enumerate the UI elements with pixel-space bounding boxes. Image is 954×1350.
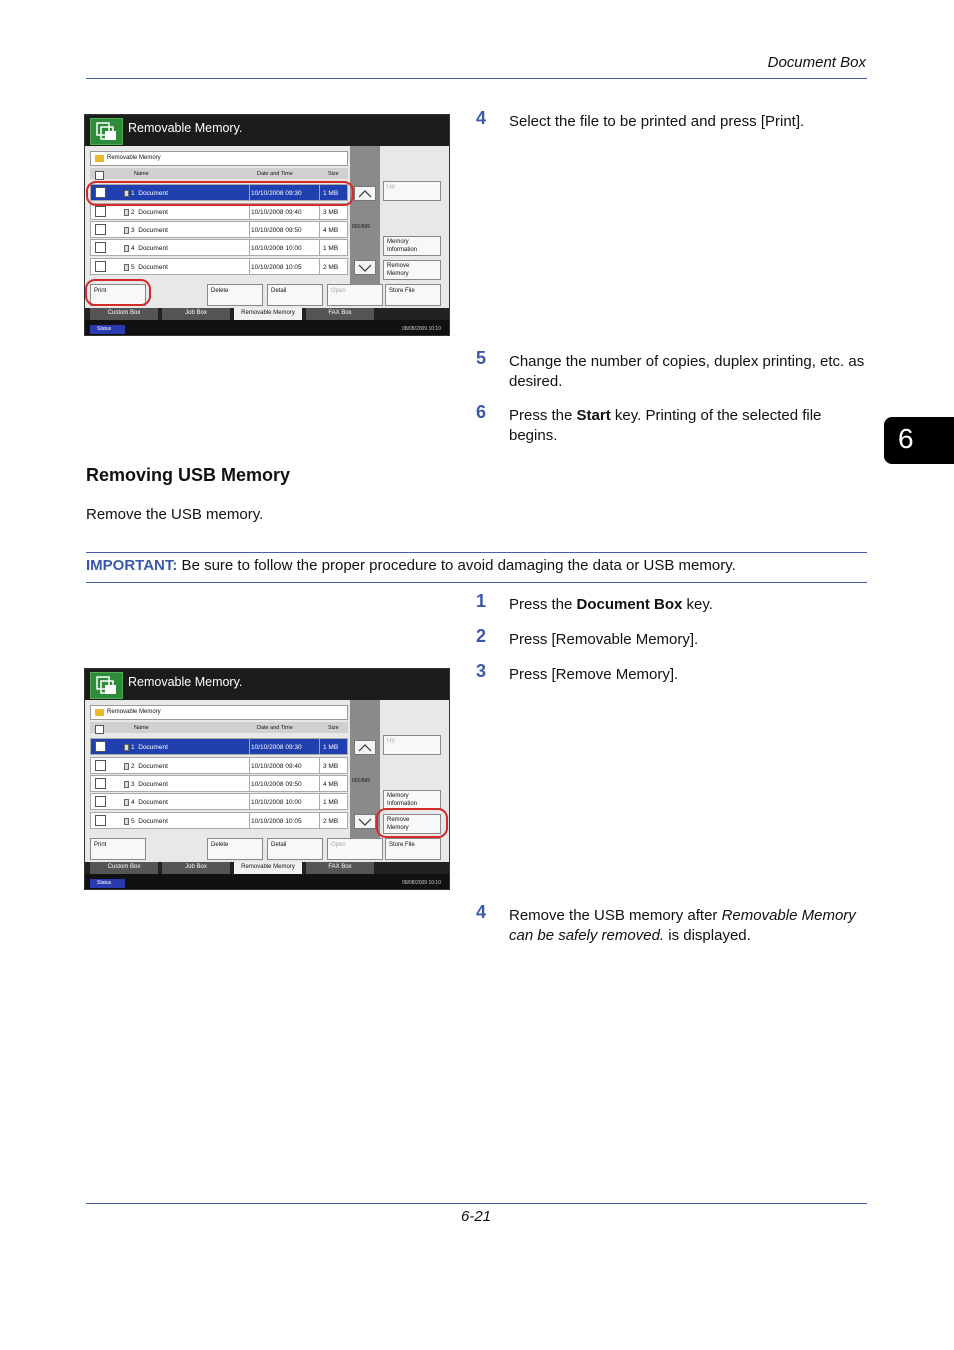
tabs-bar: [85, 308, 449, 320]
row-date: 10/10/2008 09:30: [251, 744, 302, 751]
page-counter: 001/999: [352, 778, 371, 784]
step-2-removable: [476, 626, 868, 650]
document-icon: [124, 227, 129, 234]
step-number: 1: [476, 591, 487, 611]
row-name: 2 Document: [131, 209, 168, 216]
chevron-down-icon: [355, 815, 375, 828]
scroll-down-button[interactable]: [354, 814, 376, 829]
chevron-up-icon: [355, 187, 375, 200]
row-name: 4 Document: [131, 799, 168, 806]
scroll-up-button[interactable]: [354, 186, 376, 201]
folder-icon: [95, 709, 104, 716]
document-icon: [124, 781, 129, 788]
row-size: 3 MB: [323, 209, 339, 216]
path-label: Removable Memory: [107, 155, 161, 161]
row-size: 1 MB: [323, 799, 339, 806]
print-button[interactable]: Print: [90, 838, 146, 860]
col-date[interactable]: Date and Time: [257, 171, 293, 177]
row-divider: [319, 758, 320, 773]
remove-label: Remove: [387, 263, 410, 269]
row-divider: [319, 794, 320, 809]
step-4-remove-usb: [476, 902, 868, 945]
important-note: [86, 557, 867, 574]
row-divider: [249, 813, 250, 828]
memory-info-label-2: Information: [387, 247, 418, 253]
important-text: Be sure to follow the proper procedure to avoid damaging the data or USB memory.: [177, 557, 736, 574]
row-size: 4 MB: [323, 227, 339, 234]
open-button[interactable]: Open: [327, 284, 383, 306]
header-rule: [86, 78, 867, 79]
document-box-icon: [90, 118, 123, 145]
row-checkbox[interactable]: [95, 815, 106, 826]
row-checkbox[interactable]: [95, 224, 106, 235]
important-rule-bottom: [86, 582, 867, 583]
tab-fax-box[interactable]: FAX Box: [306, 308, 374, 320]
row-divider: [319, 259, 320, 274]
datetime: 08/08/2009 10:10: [402, 326, 441, 332]
important-label: IMPORTANT:: [86, 557, 178, 574]
row-checkbox[interactable]: [95, 741, 106, 752]
row-divider: [249, 794, 250, 809]
step-4-print: [476, 108, 868, 132]
row-name: 4 Document: [131, 245, 168, 252]
row-divider: [249, 222, 250, 237]
col-size[interactable]: Size: [328, 725, 339, 731]
tab-removable-memory[interactable]: Removable Memory: [234, 862, 302, 874]
row-divider: [319, 739, 320, 754]
row-divider: [319, 813, 320, 828]
datetime: 08/08/2009 10:10: [402, 880, 441, 886]
row-divider: [319, 204, 320, 219]
status-bar: [85, 320, 449, 336]
select-all-checkbox[interactable]: [95, 725, 104, 734]
row-name: 5 Document: [131, 264, 168, 271]
remove-label: Remove: [387, 817, 410, 823]
document-icon: [124, 818, 129, 825]
row-checkbox[interactable]: [95, 242, 106, 253]
highlight-row: [86, 181, 354, 206]
tab-fax-box[interactable]: FAX Box: [306, 862, 374, 874]
row-size: 1 MB: [323, 245, 339, 252]
screen-title: Removable Memory.: [128, 121, 243, 135]
step-number: 5: [476, 348, 487, 368]
row-checkbox[interactable]: [95, 261, 106, 272]
print-button[interactable]: Print: [90, 284, 146, 306]
row-date: 10/10/2008 10:00: [251, 245, 302, 252]
row-name: 3 Document: [131, 227, 168, 234]
col-size[interactable]: Size: [328, 171, 339, 177]
list-header: [90, 168, 348, 179]
delete-button[interactable]: Delete: [207, 838, 263, 860]
row-date: 10/10/2008 09:40: [251, 763, 302, 770]
table-row[interactable]: [90, 239, 348, 256]
status-button[interactable]: Status: [90, 879, 125, 888]
step-number: 6: [476, 402, 487, 422]
tab-job-box[interactable]: Job Box: [162, 862, 230, 874]
header-title: Document Box: [767, 54, 866, 71]
step-text: Press [Removable Memory].: [509, 631, 699, 648]
detail-button[interactable]: Detail: [267, 838, 323, 860]
step-text: Press the Start key. Printing of the selected file begins.: [509, 407, 822, 444]
table-row[interactable]: [90, 812, 348, 829]
up-label: Up: [387, 184, 395, 190]
footer-rule: [86, 1203, 867, 1204]
highlight-print: [85, 279, 151, 306]
up-label: Up: [387, 738, 395, 744]
row-size: 3 MB: [323, 763, 339, 770]
remove-label-2: Memory: [387, 271, 409, 277]
row-divider: [249, 739, 250, 754]
row-date: 10/10/2008 10:00: [251, 799, 302, 806]
document-icon: [124, 209, 129, 216]
open-button[interactable]: Open: [327, 838, 383, 860]
step-5-copies: [476, 348, 868, 391]
tab-custom-box[interactable]: Custom Box: [90, 862, 158, 874]
step-text: Remove the USB memory after Removable Memory can be safely removed. is displayed.: [509, 907, 856, 944]
row-divider: [249, 204, 250, 219]
screen-title-bar: [85, 115, 449, 146]
document-icon: [124, 264, 129, 271]
row-date: 10/10/2008 09:50: [251, 781, 302, 788]
remove-memory-button[interactable]: [383, 260, 441, 280]
tab-job-box[interactable]: Job Box: [162, 308, 230, 320]
table-row[interactable]: [90, 793, 348, 810]
row-name: 1 Document: [131, 744, 168, 751]
screen-remove: [84, 668, 450, 890]
memory-information-button[interactable]: [383, 236, 441, 256]
row-date: 10/10/2008 10:05: [251, 264, 302, 271]
delete-button[interactable]: Delete: [207, 284, 263, 306]
row-divider: [249, 240, 250, 255]
step-text: Press [Remove Memory].: [509, 666, 679, 683]
screen-title-bar: [85, 669, 449, 700]
row-checkbox[interactable]: [95, 206, 106, 217]
col-name[interactable]: Name: [134, 171, 149, 177]
folder-icon: [95, 155, 104, 162]
important-rule-top: [86, 552, 867, 553]
step-6-start: [476, 402, 868, 445]
highlight-remove-memory: [376, 808, 448, 838]
row-date: 10/10/2008 09:30: [251, 190, 302, 197]
path-bar: [90, 705, 348, 720]
step-number: 3: [476, 661, 487, 681]
status-bar: [85, 874, 449, 890]
row-name: 2 Document: [131, 763, 168, 770]
row-divider: [319, 776, 320, 791]
row-checkbox[interactable]: [95, 796, 106, 807]
page-counter: 001/999: [352, 224, 371, 230]
row-size: 4 MB: [323, 781, 339, 788]
up-button[interactable]: [383, 181, 441, 201]
table-row[interactable]: [90, 258, 348, 275]
row-checkbox[interactable]: [95, 760, 106, 771]
tab-removable-memory[interactable]: Removable Memory: [234, 308, 302, 320]
status-button[interactable]: Status: [90, 325, 125, 334]
row-date: 10/10/2008 10:05: [251, 818, 302, 825]
tab-custom-box[interactable]: Custom Box: [90, 308, 158, 320]
row-divider: [249, 259, 250, 274]
row-size: 2 MB: [323, 264, 339, 271]
step-1-document-box: [476, 591, 868, 615]
scroll-up-button[interactable]: [354, 740, 376, 755]
row-name: 3 Document: [131, 781, 168, 788]
path-label: Removable Memory: [107, 709, 161, 715]
document-icon: [124, 763, 129, 770]
select-all-checkbox[interactable]: [95, 171, 104, 180]
row-checkbox[interactable]: [95, 778, 106, 789]
step-text: Select the file to be printed and press [Print].: [509, 113, 805, 130]
memory-information-button[interactable]: [383, 790, 441, 810]
step-number: 4: [476, 902, 487, 922]
list-header: [90, 722, 348, 733]
table-row[interactable]: [90, 775, 348, 792]
document-icon: [124, 245, 129, 252]
step-number: 2: [476, 626, 487, 646]
row-size: 2 MB: [323, 818, 339, 825]
row-size: 1 MB: [323, 190, 339, 197]
memory-info-label-2: Information: [387, 801, 418, 807]
document-icon: [124, 799, 129, 806]
memory-info-label: Memory: [387, 793, 409, 799]
memory-info-label: Memory: [387, 239, 409, 245]
row-date: 10/10/2008 09:40: [251, 209, 302, 216]
document-box-icon: [90, 672, 123, 699]
row-date: 10/10/2008 09:50: [251, 227, 302, 234]
chapter-tab: 6: [884, 417, 954, 464]
tabs-bar: [85, 862, 449, 874]
table-row[interactable]: [90, 738, 348, 755]
row-divider: [319, 240, 320, 255]
chevron-down-icon: [355, 261, 375, 274]
remove-label-2: Memory: [387, 825, 409, 831]
section-title: Removing USB Memory: [86, 465, 291, 485]
section-intro: Remove the USB memory.: [86, 506, 264, 523]
col-date[interactable]: Date and Time: [257, 725, 293, 731]
store-file-button[interactable]: Store File: [385, 838, 441, 860]
chevron-up-icon: [355, 741, 375, 754]
page-number: 6-21: [461, 1208, 492, 1225]
table-row[interactable]: [90, 757, 348, 774]
step-number: 4: [476, 108, 487, 128]
scroll-down-button[interactable]: [354, 260, 376, 275]
row-divider: [249, 776, 250, 791]
step-text: Change the number of copies, duplex printing, etc. as desired.: [509, 353, 865, 390]
step-text: Press the Document Box key.: [509, 596, 713, 613]
up-button[interactable]: [383, 735, 441, 755]
path-bar: [90, 151, 348, 166]
detail-button[interactable]: Detail: [267, 284, 323, 306]
document-icon: [124, 744, 129, 751]
row-name: 1 Document: [131, 190, 168, 197]
store-file-button[interactable]: Store File: [385, 284, 441, 306]
step-3-remove: [476, 661, 868, 685]
col-name[interactable]: Name: [134, 725, 149, 731]
row-divider: [319, 222, 320, 237]
row-size: 1 MB: [323, 744, 339, 751]
table-row[interactable]: [90, 221, 348, 238]
row-name: 5 Document: [131, 818, 168, 825]
screen-title: Removable Memory.: [128, 675, 243, 689]
row-divider: [249, 758, 250, 773]
